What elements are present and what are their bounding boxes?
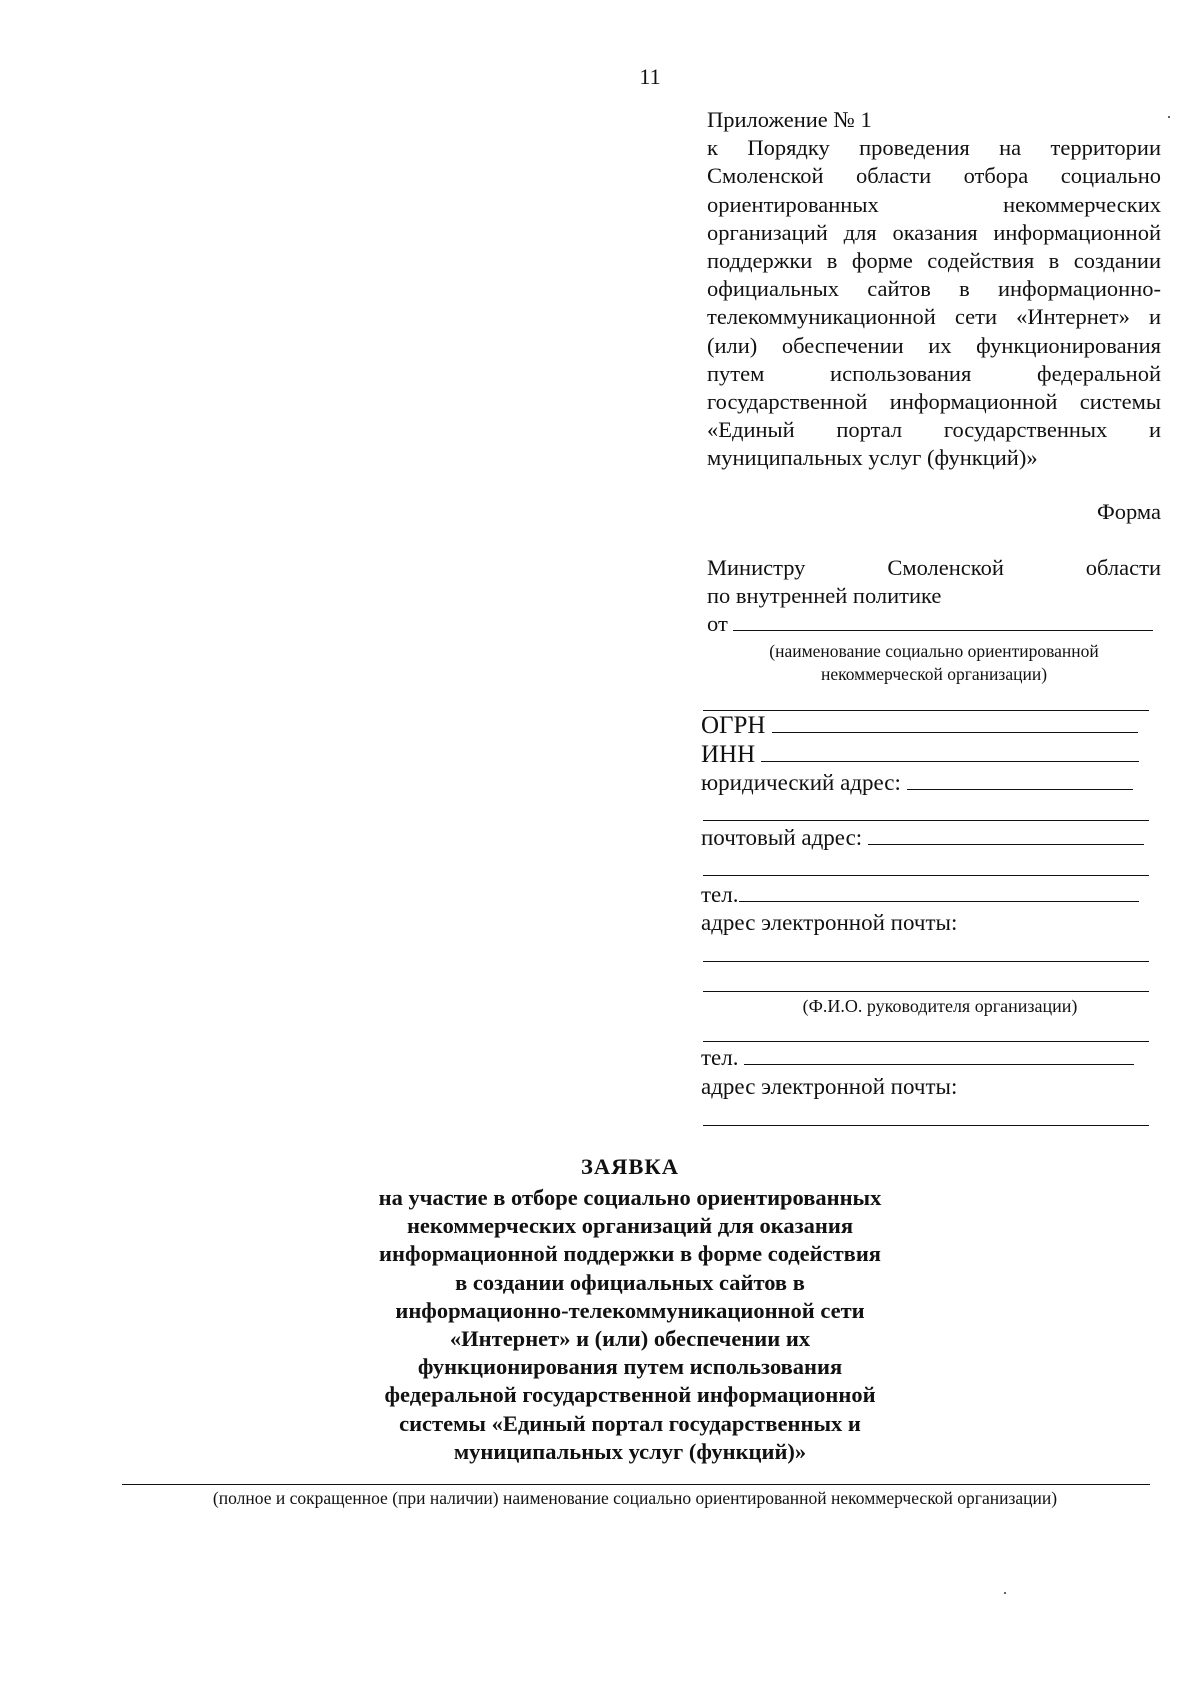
- addressee-line-1: Министру Смоленской области: [707, 555, 1161, 580]
- head-phone-label: тел.: [701, 1045, 739, 1070]
- appendix-line: муниципальных услуг (функций)»: [707, 445, 1038, 471]
- appendix-line: официальных сайтов в информационно-: [707, 276, 1161, 302]
- email-field: [701, 910, 957, 936]
- appendix-line: «Единый портал государственных и: [707, 417, 1161, 443]
- appendix-line: государственной информационной системы: [707, 389, 1161, 415]
- postal-address-blank[interactable]: [868, 844, 1144, 845]
- head-phone-blank[interactable]: [744, 1064, 1134, 1065]
- form-label: Форма: [1096, 499, 1161, 524]
- appendix-line: путем использования федеральной: [707, 360, 1161, 386]
- application-subtitle-line: информационной поддержки в форме содействия: [379, 1241, 881, 1267]
- legal-address-blank-2[interactable]: [703, 820, 1149, 821]
- appendix-line: Смоленской области отбора социально: [707, 163, 1161, 189]
- from-label: от: [707, 611, 728, 636]
- scan-speck: [1168, 116, 1170, 118]
- head-caption: (Ф.И.О. руководителя организации): [802, 996, 1078, 1016]
- ogrn-blank[interactable]: [772, 732, 1138, 733]
- ogrn-label: ОГРН: [701, 712, 766, 739]
- legal-address-blank[interactable]: [907, 789, 1133, 790]
- head-email-field: [701, 1074, 957, 1100]
- appendix-header: [707, 106, 1161, 473]
- org-caption-2: некоммерческой организации): [820, 664, 1048, 684]
- head-name-blank-2[interactable]: [703, 1041, 1149, 1042]
- application-subtitle-line: муниципальных услуг (функций)»: [453, 1438, 807, 1464]
- org-full-name-caption: (полное и сокращенное (при наличии) наименование социально ориентированной некоммерческой организации): [212, 1488, 1058, 1508]
- head-name-blank[interactable]: [703, 991, 1149, 992]
- org-name-blank[interactable]: [703, 710, 1149, 711]
- legal-address-label: юридический адрес:: [701, 770, 901, 795]
- phone-label: тел.: [701, 882, 739, 907]
- appendix-line: к Порядку проведения на территории: [707, 135, 1161, 161]
- head-email-label: адрес электронной почты:: [701, 1074, 958, 1099]
- email-label: адрес электронной почты:: [701, 910, 958, 935]
- application-subtitle-line: информационно-телекоммуникационной сети: [395, 1297, 865, 1323]
- addressee-line-2: по внутренней политике: [707, 583, 942, 608]
- scan-speck: [1004, 1592, 1006, 1594]
- application-subtitle-line: некоммерческих организаций для оказания: [406, 1213, 854, 1239]
- application-subtitle-line: федеральной государственной информационной: [384, 1382, 876, 1408]
- inn-label: ИНН: [701, 741, 756, 768]
- application-subtitle-line: функционирования путем использования: [417, 1354, 843, 1380]
- head-phone-field[interactable]: [701, 1045, 1134, 1071]
- inn-blank[interactable]: [761, 761, 1139, 762]
- appendix-line: поддержки в форме содействия в создании: [707, 248, 1161, 274]
- appendix-line: организаций для оказания информационной: [707, 219, 1161, 245]
- phone-field[interactable]: [701, 882, 1139, 908]
- application-subtitle-line: «Интернет» и (или) обеспечении их: [449, 1326, 811, 1352]
- postal-address-field[interactable]: [701, 825, 1144, 851]
- application-subtitle-line: на участие в отборе социально ориентированных: [378, 1185, 882, 1210]
- appendix-title: Приложение № 1: [707, 107, 872, 132]
- inn-field[interactable]: [701, 741, 1139, 769]
- legal-address-field[interactable]: [701, 770, 1133, 796]
- application-subtitle-line: системы «Единый портал государственных и: [399, 1410, 861, 1436]
- email-blank[interactable]: [703, 961, 1149, 962]
- postal-address-label: почтовый адрес:: [701, 825, 863, 850]
- page-number: 11: [639, 64, 661, 89]
- application-subtitle-line: в создании официальных сайтов в: [455, 1269, 805, 1295]
- phone-blank[interactable]: [739, 901, 1139, 902]
- head-email-blank[interactable]: [703, 1125, 1149, 1126]
- application-subtitle: [0, 1184, 1200, 1466]
- application-title: ЗАЯВКА: [581, 1154, 679, 1179]
- from-blank[interactable]: [733, 630, 1153, 631]
- ogrn-field[interactable]: [701, 712, 1138, 740]
- org-caption-1: (наименование социально ориентированной: [769, 641, 1099, 661]
- from-field[interactable]: [707, 611, 1153, 637]
- postal-address-blank-2[interactable]: [703, 875, 1149, 876]
- appendix-line: ориентированных некоммерческих: [707, 191, 1161, 217]
- org-full-name-blank[interactable]: [122, 1484, 1150, 1485]
- appendix-line: телекоммуникационной сети «Интернет» и: [707, 304, 1161, 330]
- appendix-line: (или) обеспечении их функционирования: [707, 332, 1161, 358]
